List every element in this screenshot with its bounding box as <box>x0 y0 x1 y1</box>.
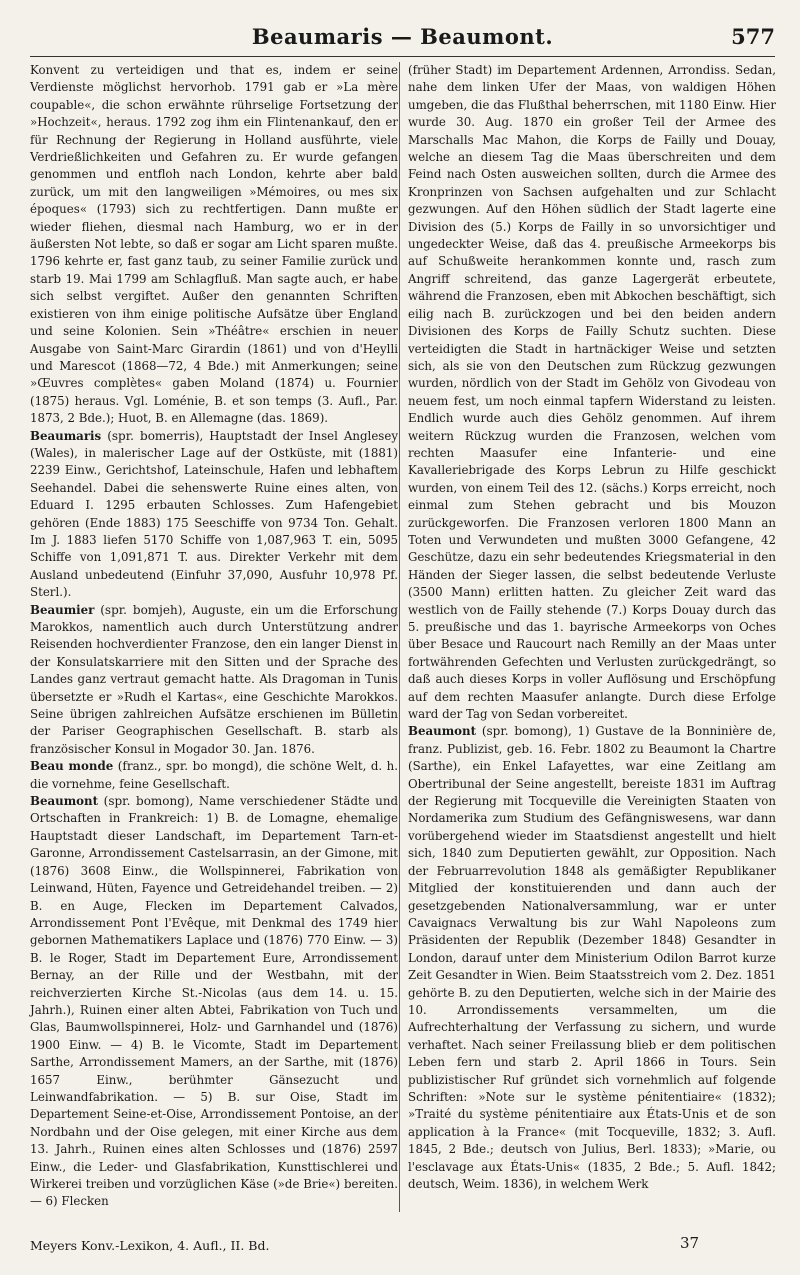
paragraph: (früher Stadt) im Departement Ardennen, Arrondiss. Sedan, nahe dem linken Ufer der Maas, von waldigen Höhen umgeben, die das Flußthal beherrschen, mit 1180 Einw. Hier wurde 30. Aug. 1870 ein großer Teil der Armee des Marschalls Mac Mahon, die Korps de Failly und Douay, welche an diesem Tag die Maas überschreiten und dem Feind nach Osten ausweichen sollten, durch die Armee des Kronprinzen von Sachsen aufgehalten und zur Schlacht gezwungen. Auf den Höhen südlich der Stadt lagerte eine Division des (5.) Korps de Failly in so unvorsichtiger und ungedeckter Weise, daß das 4. preußische Armeekorps bis auf Schußweite herankommen konnte und, rasch zum Angriff schreitend, das ganze Lagergerät erbeutete, während die Franzosen, eben mit Abkochen beschäftigt, sich eilig nach B. zurückzogen und bei den beiden andern Divisionen des Korps de Failly Schutz suchten. Diese verteidigten die Stadt in hartnäckiger Weise und setzten sich, als sie von den Deutschen zum Rückzug gezwungen wurden, nördlich von der Stadt im Gehölz von Givodeau von neuem fest, um noch einmal tapfern Widerstand zu leisten. Endlich wurde auch dies Gehölz genommen. Auf ihrem weitern Rückzug wurden die Franzosen, welchen vom rechten Maasufer eine Infanterie- und eine Kavalleriebrigade des Korps Lebrun zu Hilfe geschickt wurden, von einem Teil des 12. (sächs.) Korps erreicht, noch einmal zum Stehen gebracht und bis Mouzon zurückgeworfen. Die Franzosen verloren 1800 Mann an Toten und Verwundeten und mußten 3000 Gefangene, 42 Geschütze, dazu ein sehr bedeutendes Kriegsmaterial in den Händen der Sieger lassen, die selbst bedeutende Verluste (3500 Mann) erlitten hatten. Zu gleicher Zeit ward das westlich von de Failly stehende (7.) Korps Douay durch das 5. preußische und das 1. bayrische Armeekorps von Oches über Besace und Raucourt nach Remilly an der Maas unter fortwährenden Gefechten und Verlusten zurückgedrängt, so daß auch dieses Korps in voller Auflösung und Erschöpfung auf dem rechten Maasufer anlangte. Durch diese Erfolge ward der Tag von Sedan vorbereitet. <box>408 63 776 722</box>
entry-beaumont-person: Beaumont (spr. bomong), 1) Gustave de la Bonninière de, franz. Publizist, geb. 16. Febr. 1802 zu Beaumont la Chartre (Sarthe), ein Enkel Lafayettes, war eine Zeitlang am Obertribunal der Seine angestellt, bereiste 1831 im Auftrag der Regierung mit Tocqueville die Vereinigten Staaten von Nordamerika zum Studium des Gefängniswesens, war dann vorübergehend wieder im Staatsdienst angestellt und hielt sich, 1840 zum Deputierten gewählt, zur Opposition. Nach der Februarrevolution 1848 als gemäßigter Republikaner Mitglied der konstituierenden und dann auch der gesetzgebenden Nationalversammlung, war er unter Cavaignacs Verwaltung bis zur Wahl Napoleons zum Präsidenten der Republik (Dezember 1848) Gesandter in London, darauf unter dem Ministerium Odilon Barrot kurze Zeit Gesandter in Wien. Beim Staatsstreich vom 2. Dez. 1851 gehörte B. zu den Deputierten, welche sich in der Mairie des 10. Arrondissements versammelten, um die Aufrechterhaltung der Verfassung zu sichern, und wurde verhaftet. Nach seiner Freilassung blieb er dem politischen Leben fern und starb 2. April 1866 in Tours. Sein publizistischer Ruf gründet sich vornehmlich auf folgende Schriften: »Note sur le système pénitentiaire« (1832); »Traité du système pénitentiaire aux États-Unis et de son application à la France« (mit Tocqueville, 1832; 3. Aufl. 1845, 2 Bde.; deutsch von Julius, Berl. 1833); »Marie, ou l'esclavage aux États-Unis« (1835, 2 Bde.; 5. Aufl. 1842; deutsch, Weim. 1836), in welchem Werk <box>408 724 777 1191</box>
pronunciation: (spr. bomjeh) <box>100 602 183 617</box>
paragraph: Konvent zu verteidigen und that es, indem er seine Verdienste möglichst hervorhob. 1791 gab er »La mère coupable«, die schon erwähnte rührselige Fortsetzung der »Hochzeit«, heraus. 1792 zog ihm ein Flintenankauf, den er für Rechnung der Regierung in Holland ausführte, viele Verdrießlichkeiten und Gefahren zu. Er wurde gefangen genommen und entfloh nach London, kehrte aber bald zurück, um mit den langweiligen »Mémoires, ou mes six époques« (1793) sich zu rechtfertigen. Dann mußte er wieder fliehen, diesmal nach Hamburg, wo er in der äußersten Not lebte, so daß er sogar am Licht sparen mußte. 1796 kehrte er, fast ganz taub, zu seiner Familie zurück und starb 19. Mai 1799 am Schlagfluß. Man sagte auch, er habe sich selbst vergiftet. Außer den genannten Schriften existieren von ihm einige politische Aufsätze über England und seine Kolonien. Sein »Théâtre« erschien in neuer Ausgabe von Saint-Marc Girardin (1861) und von d'Heylli und Marescot (1868—72, 4 Bde.) mit Anmerkungen; seine »Œuvres complètes« gaben Moland (1874) u. Fournier (1875) heraus. Vgl. Loménie, B. et son temps (3. Aufl., Par. 1873, 2 Bde.); Huot, B. en Allemagne (das. 1869). <box>30 63 398 426</box>
page-footer <box>30 1234 775 1260</box>
left-column <box>30 62 398 1211</box>
headword: Beaumaris <box>30 428 102 443</box>
entry-beaumaris: Beaumaris (spr. bomerris), Hauptstadt der Insel Anglesey (Wales), in malerischer Lage auf der Ostküste, mit (1881) 2239 Einw., Gerichtshof, Lateinschule, Hafen und lebhaftem Seehandel. Dabei die sehenswerte Ruine eines alten, von Eduard I. 1295 erbauten Schlosses. Zum Hafengebiet gehören (Ende 1883) 175 Seeschiffe von 9734 Ton. Gehalt. Im J. 1883 liefen 5170 Schiffe von 1,087,963 T. ein, 5095 Schiffe von 1,091,871 T. aus. Direkter Verkehr mit dem Ausland unbedeutend (Einfuhr 37,090, Ausfuhr 10,978 Pf. Sterl.). <box>30 428 398 600</box>
pronunciation: (spr. bomong) <box>103 794 190 809</box>
headword: Beau monde <box>30 759 114 774</box>
pronunciation: (spr. bomong) <box>481 724 568 739</box>
headword: Beaumier <box>30 602 95 617</box>
page-header <box>30 22 775 57</box>
signature-mark: 37 <box>680 1234 700 1252</box>
column-divider <box>399 62 400 1212</box>
page-number: 577 <box>731 24 775 49</box>
headword: Beaumont <box>408 724 477 739</box>
right-column <box>408 62 776 1193</box>
running-title: Beaumaris — Beaumont. <box>251 24 554 49</box>
entry-beaumier: Beaumier (spr. bomjeh), Auguste, ein um die Erforschung Marokkos, namentlich auch durch Unterstützung andrer Reisenden hochverdienter Franzose, den ein langer Dienst in der Konsulatskarriere mit den Sitten und der Sprache des Landes ganz vertraut gemacht hatte. Als Dragoman in Tunis übersetzte er »Rudh el Kartas«, eine Geschichte Marokkos. Seine übrigen zahlreichen Aufsätze erschienen im Bülletin der Pariser Geographischen Gesellschaft. B. starb als französischer Konsul in Mogador 30. Jan. 1876. <box>30 602 398 756</box>
pronunciation: (franz., spr. bo mongd) <box>117 759 259 774</box>
entry-beaumont-places: Beaumont (spr. bomong), Name verschiedener Städte und Ortschaften in Frankreich: 1) B. de Lomagne, ehemalige Hauptstadt dieser Landschaft, im Departement Tarn-et-Garonne, Arrondissement Castelsarrasin, an der Gimone, mit (1876) 3608 Einw., die Wollspinnerei, Fabrikation von Leinwand, Hüten, Fayence und Getreidehandel treiben. — 2) B. en Auge, Flecken im Departement Calvados, Arrondissement Pont l'Evêque, mit Denkmal des 1749 hier gebornen Mathematikers Laplace und (1876) 770 Einw. — 3) B. le Roger, Stadt im Departement Eure, Arrondissement Bernay, an der Rille und der Westbahn, mit der reichverzierten Kirche St.-Nicolas (aus dem 14. u. 15. Jahrh.), Ruinen einer alten Abtei, Fabrikation von Tuch und Glas, Baumwollspinnerei, Holz- und Garnhandel und (1876) 1900 Einw. — 4) B. le Vicomte, Stadt im Departement Sarthe, Arrondissement Mamers, an der Sarthe, mit (1876) 1657 Einw., berühmter Gänsezucht und Leinwandfabrikation. — 5) B. sur Oise, Stadt im Departement Seine-et-Oise, Arrondissement Pontoise, an der Nordbahn und der Oise gelegen, mit einer Kirche aus dem 13. Jahrh., Ruinen eines alten Schlosses und (1876) 2597 Einw., die Leder- und Glasfabrikation, Kunsttischlerei und Wirkerei treiben und vorzüglichen Käse (»de Brie«) bereiten. — 6) Flecken <box>30 794 399 1209</box>
source-line: Meyers Konv.-Lexikon, 4. Aufl., II. Bd. <box>30 1238 270 1253</box>
headword: Beaumont <box>30 794 99 809</box>
entry-beau-monde: Beau monde (franz., spr. bo mongd), die schöne Welt, d. h. die vornehme, feine Gesellschaft. <box>30 759 398 791</box>
pronunciation: (spr. bomerris) <box>107 428 200 443</box>
